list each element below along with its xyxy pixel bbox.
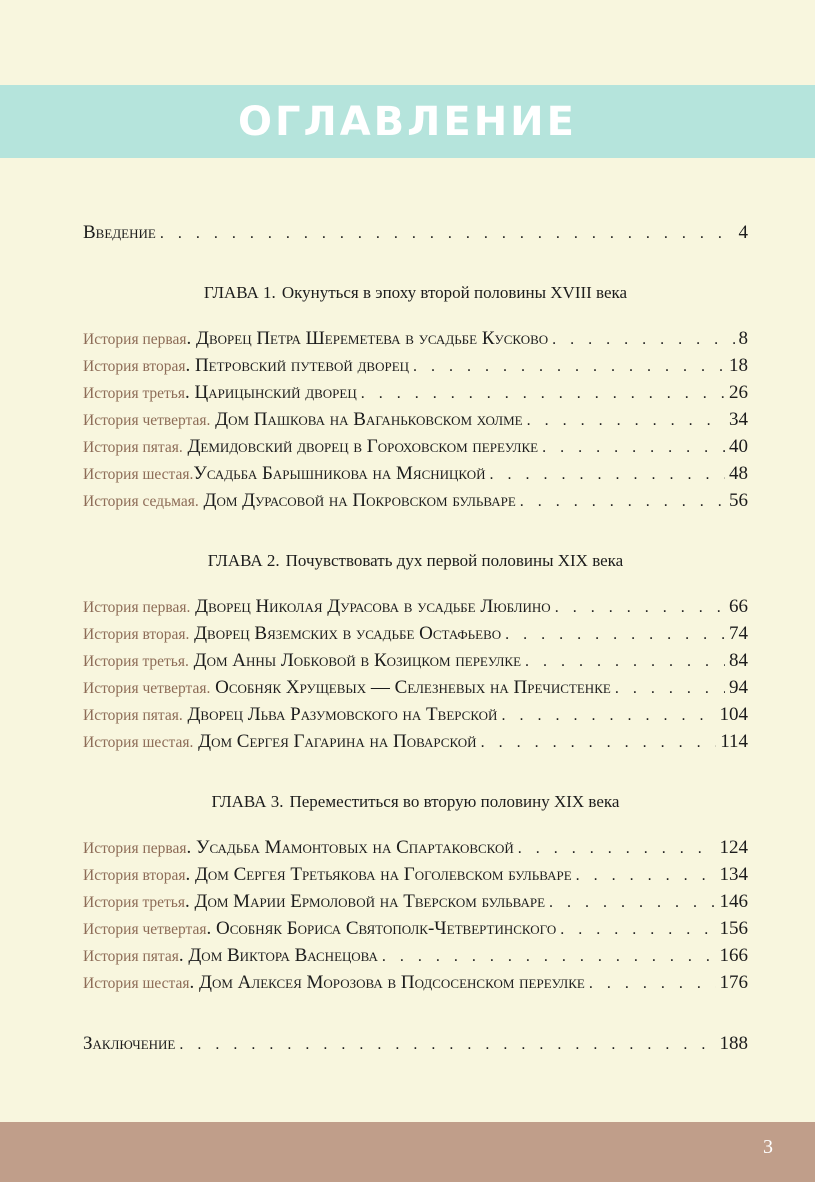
- toc-entry[interactable]: [83, 623, 748, 650]
- story-label: История четвертая: [83, 921, 207, 938]
- chapter-number: ГЛАВА 2.: [207, 551, 280, 570]
- toc-entry-intro[interactable]: [83, 222, 748, 249]
- leader-dots: [525, 653, 725, 671]
- story-title: Дом Сергея Третьякова на Гоголевском бульваре: [194, 864, 572, 885]
- story-title: Царицынский дворец: [194, 382, 357, 403]
- leader-dots: [382, 948, 716, 966]
- chapter-number: ГЛАВА 1.: [203, 283, 276, 302]
- page-number-footer: 3: [763, 1136, 773, 1158]
- story-title: Дворец Николая Дурасова в усадьбе Люблино: [195, 596, 551, 617]
- toc-entry[interactable]: [83, 837, 748, 864]
- story-title: Дом Дурасовой на Покровском бульваре: [203, 490, 516, 511]
- page-number: 34: [729, 409, 748, 430]
- story-label: История шестая: [83, 975, 190, 992]
- story-label: История первая: [83, 840, 187, 857]
- story-title: Особняк Бориса Святополк-Четвертинского: [216, 918, 557, 939]
- toc-entry[interactable]: [83, 436, 748, 463]
- conclusion-label: Заключение: [83, 1033, 176, 1054]
- leader-dots: [413, 358, 725, 376]
- chapter-subtitle: Почувствовать дух первой половины XIX века: [285, 551, 624, 570]
- toc-entry[interactable]: [83, 490, 748, 517]
- leader-dots: [542, 439, 725, 457]
- page-number: 66: [729, 596, 748, 617]
- leader-dots: [481, 734, 717, 752]
- toc-entry[interactable]: [83, 677, 748, 704]
- leader-dots: [549, 894, 715, 912]
- story-label: История пятая: [83, 948, 179, 965]
- leader-dots: [505, 626, 725, 644]
- leader-dots: [589, 975, 716, 993]
- page-number: 74: [729, 623, 748, 644]
- story-label: История пятая.: [83, 707, 183, 724]
- story-label: История третья.: [83, 653, 189, 670]
- story-title: Дворец Вяземских в усадьбе Остафьево: [194, 623, 502, 644]
- story-label: История пятая.: [83, 439, 183, 456]
- leader-dots: [615, 680, 725, 698]
- story-title: Усадьба Мамонтовых на Спартаковской: [196, 837, 514, 858]
- story-title: Демидовский дворец в Гороховском переулке: [187, 436, 539, 457]
- leader-dots: [361, 385, 725, 403]
- page-number: 134: [719, 864, 748, 885]
- table-of-contents: [83, 222, 748, 1060]
- story-title: Дом Пашкова на Ваганьковском холме: [215, 409, 523, 430]
- toc-entry-conclusion[interactable]: [83, 1033, 748, 1060]
- separator: .: [189, 972, 199, 993]
- leader-dots: [555, 599, 725, 617]
- story-title: Петровский путевой дворец: [194, 355, 410, 376]
- separator: .: [186, 837, 196, 858]
- page-number: 176: [719, 972, 748, 993]
- toc-entry[interactable]: [83, 891, 748, 918]
- page-number: 114: [720, 731, 748, 752]
- story-label: История третья: [83, 385, 186, 402]
- page-number: 84: [729, 650, 748, 671]
- toc-entry[interactable]: [83, 945, 748, 972]
- story-title: Особняк Хрущевых — Селезневых на Пречистенке: [215, 677, 611, 698]
- leader-dots: [552, 331, 734, 349]
- conclusion-page: 188: [719, 1033, 748, 1054]
- story-title: Дворец Льва Разумовского на Тверской: [187, 704, 498, 725]
- story-label: История вторая: [83, 358, 186, 375]
- story-label: История третья: [83, 894, 186, 911]
- page-number: 26: [729, 382, 748, 403]
- story-title: Дом Алексея Морозова в Подсосенском переулке: [199, 972, 585, 993]
- page-number: 56: [729, 490, 748, 511]
- toc-entry[interactable]: [83, 382, 748, 409]
- separator: .: [186, 328, 196, 349]
- chapter-subtitle: Окунуться в эпоху второй половины XVIII века: [281, 283, 628, 302]
- story-label: История седьмая.: [83, 493, 199, 510]
- toc-entry[interactable]: [83, 463, 748, 490]
- chapter-number: ГЛАВА 3.: [211, 792, 284, 811]
- footer-bar: [0, 1122, 815, 1182]
- story-label: История вторая: [83, 867, 186, 884]
- page-number: 104: [719, 704, 748, 725]
- leader-dots: [160, 225, 735, 243]
- page-number: 166: [719, 945, 748, 966]
- page-number: 124: [719, 837, 748, 858]
- toc-entry[interactable]: [83, 355, 748, 382]
- chapter-3-heading: [83, 792, 748, 819]
- toc-entry[interactable]: [83, 650, 748, 677]
- story-title: Дом Сергея Гагарина на Поварской: [198, 731, 477, 752]
- chapter-subtitle: Переместиться во вторую половину XIX века: [289, 792, 620, 811]
- page-number: 48: [729, 463, 748, 484]
- chapter-1-heading: [83, 283, 748, 310]
- page-number: 156: [719, 918, 748, 939]
- chapter-2-heading: [83, 551, 748, 578]
- separator: .: [178, 945, 189, 966]
- leader-dots: [518, 840, 716, 858]
- story-title: Дворец Петра Шереметева в усадьбе Кусково: [196, 328, 549, 349]
- page-number: 40: [729, 436, 748, 457]
- story-label: История первая.: [83, 599, 191, 616]
- separator: .: [185, 355, 195, 376]
- toc-entry[interactable]: [83, 328, 748, 355]
- story-label: История шестая.: [83, 466, 194, 483]
- separator: .: [185, 891, 195, 912]
- story-label: История четвертая.: [83, 680, 211, 697]
- title-band: [0, 85, 815, 158]
- page-title: ОГЛАВЛЕНИЕ: [238, 98, 577, 145]
- leader-dots: [179, 1036, 715, 1054]
- separator: .: [185, 382, 195, 403]
- page-number: 8: [738, 328, 748, 349]
- page-number: 18: [729, 355, 748, 376]
- toc-entry[interactable]: [83, 596, 748, 623]
- separator: .: [206, 918, 217, 939]
- story-title: Усадьба Барышникова на Мясницкой: [193, 463, 486, 484]
- leader-dots: [490, 466, 725, 484]
- story-title: Дом Марии Ермоловой на Тверском бульваре: [194, 891, 546, 912]
- story-label: История четвертая.: [83, 412, 211, 429]
- toc-entry[interactable]: [83, 864, 748, 891]
- story-title: Дом Виктора Васнецова: [188, 945, 378, 966]
- intro-label: Введение: [83, 222, 156, 243]
- toc-entry[interactable]: [83, 731, 748, 758]
- page-number: 146: [719, 891, 748, 912]
- intro-page: 4: [738, 222, 748, 243]
- leader-dots: [576, 867, 716, 885]
- leader-dots: [560, 921, 715, 939]
- leader-dots: [501, 707, 715, 725]
- leader-dots: [527, 412, 725, 430]
- toc-entry[interactable]: [83, 972, 748, 999]
- story-label: История вторая.: [83, 626, 190, 643]
- story-label: История шестая.: [83, 734, 194, 751]
- toc-entry[interactable]: [83, 918, 748, 945]
- story-title: Дом Анны Лобковой в Козицком переулке: [193, 650, 522, 671]
- page-number: 94: [729, 677, 748, 698]
- leader-dots: [520, 493, 725, 511]
- story-label: История первая: [83, 331, 187, 348]
- toc-entry[interactable]: [83, 409, 748, 436]
- separator: .: [185, 864, 195, 885]
- toc-entry[interactable]: [83, 704, 748, 731]
